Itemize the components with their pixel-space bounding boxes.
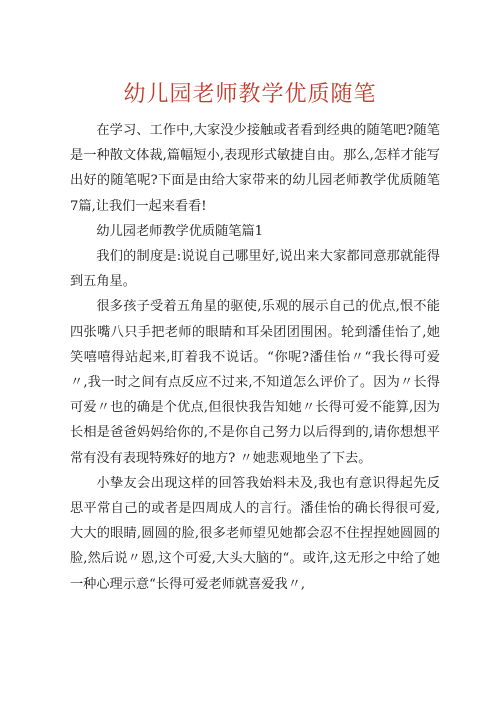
body-paragraph: 小挚友会出现这样的回答我始料未及,我也有意识得起先反思平常自己的或者是四周成人的言行。潘佳怡的确长得很可爱,大大的眼睛,圆圆的脸,很多老师望见她都会忍不住捏捏她圆圆的脸,然后说〃恩,这个可爱,大头大脑的“。或许,这无形之中给了她一种心理示意“长得可爱老师就喜爱我〃,	[70, 475, 440, 592]
body-paragraph: 很多孩子受着五角星的驱使,乐观的展示自己的优点,恨不能四张嘴八只手把老师的眼睛和耳朵团团围困。轮到潘佳怡了,她笑嘻嘻得站起来,盯着我不说话。“你呢?潘佳怡〃“我长得可爱〃,我一时之间有点反应不过来,不知道怎么评价了。因为〃长得可爱〃也的确是个优点,但很快我告知她〃长得可爱不能算,因为长相是爸爸妈妈给你的,不是你自己努力以后得到的,请你想想平常有没有表现特殊好的地方? 〃她悲观地坐了下去。	[70, 299, 440, 466]
body-paragraph: 我们的制度是:说说自己哪里好,说出来大家都同意那就能得到五角星。	[70, 249, 440, 290]
document-title: 幼儿园老师教学优质随笔	[123, 82, 377, 107]
intro-paragraph: 在学习、工作中,大家没少接触或者看到经典的随笔吧?随笔是一种散文体裁,篇幅短小,表现形式敏捷自由。那么,怎样才能写出好的随笔呢?下面是由给大家带来的幼儿园老师教学优质随笔7篇,让我们一起来看看!	[70, 123, 440, 214]
section-heading: 幼儿园老师教学优质随笔篇1	[96, 223, 264, 239]
document-body	[70, 118, 440, 597]
